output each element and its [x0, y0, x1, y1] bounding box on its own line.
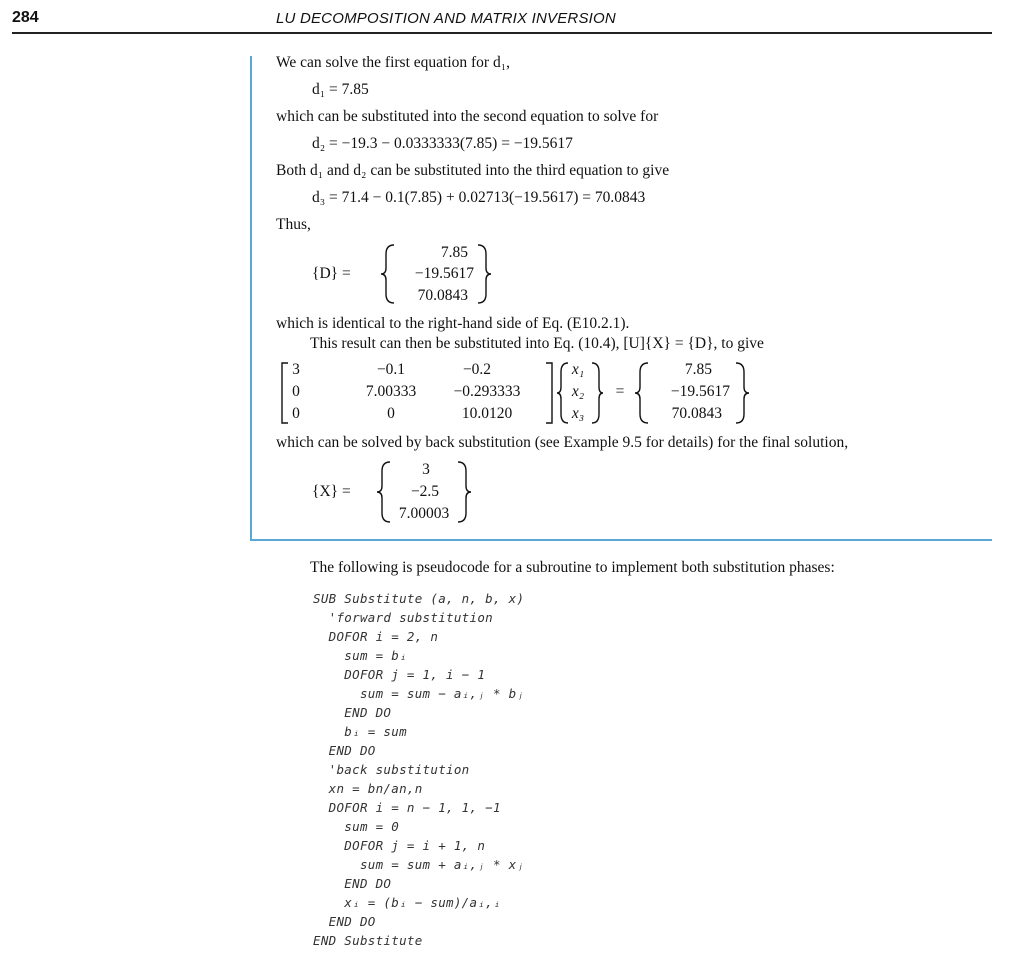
- right-brace: [590, 362, 604, 424]
- body-paragraph: The following is pseudocode for a subroutine to implement both substitution phases:: [310, 559, 835, 576]
- d-rhs-entry-2: −19.5617: [670, 383, 730, 400]
- code-line-17: xᵢ = (bᵢ − sum)/aᵢ,ᵢ: [313, 895, 501, 910]
- code-line-13: sum = 0: [313, 819, 400, 834]
- code-line-5: DOFOR j = 1, i − 1: [313, 667, 486, 682]
- u-matrix-cell-2-3: −0.293333: [453, 383, 521, 400]
- code-line-11: xn = bn/an,n: [313, 781, 423, 796]
- u-matrix-cell-2-1: 0: [292, 383, 300, 400]
- x-vector-entry-1: 3: [422, 461, 430, 478]
- text-line-2: which can be substituted into the second equation to solve for: [276, 108, 659, 125]
- u-matrix-cell-3-3: 10.0120: [461, 405, 513, 422]
- text-line-5: This result can then be substituted into Eq. (10.4), [U]{X} = {D}, to give: [310, 335, 764, 352]
- code-line-1: SUB Substitute (a, n, b, x): [313, 591, 525, 606]
- equation-d2: d₂ = −19.3 − 0.0333333(7.85) = −19.5617: [312, 135, 573, 152]
- code-line-7: END DO: [313, 705, 392, 720]
- code-line-19: END Substitute: [313, 933, 423, 948]
- u-matrix-cell-1-3: −0.2: [462, 361, 492, 378]
- u-matrix-cell-1-2: −0.1: [376, 361, 406, 378]
- text-thus: Thus,: [276, 216, 311, 233]
- code-line-12: DOFOR i = n − 1, 1, −1: [313, 800, 501, 815]
- code-line-16: END DO: [313, 876, 392, 891]
- d-vector-entry-1: 7.85: [440, 244, 468, 261]
- code-line-6: sum = sum − aᵢ,ⱼ * bⱼ: [313, 686, 525, 701]
- d-rhs-entry-3: 70.0843: [671, 405, 722, 422]
- code-line-4: sum = bᵢ: [313, 648, 407, 663]
- text-line-3: Both d₁ and d₂ can be substituted into the third equation to give: [276, 162, 670, 179]
- u-matrix-cell-2-2: 7.00333: [365, 383, 417, 400]
- u-matrix-cell-3-1: 0: [292, 405, 300, 422]
- u-matrix-cell-1-1: 3: [292, 361, 300, 378]
- code-line-15: sum = sum + aᵢ,ⱼ * xⱼ: [313, 857, 525, 872]
- text-line-4: which is identical to the right-hand side of Eq. (E10.2.1).: [276, 315, 630, 332]
- page-number: 284: [12, 9, 39, 26]
- x-symbol-2: x₂: [571, 383, 585, 400]
- right-brace: [734, 362, 750, 424]
- equals-sign: =: [615, 383, 625, 400]
- code-line-2: 'forward substitution: [313, 610, 493, 625]
- x-vector-entry-2: −2.5: [410, 483, 440, 500]
- x-vector-entry-3: 7.00003: [398, 505, 450, 522]
- code-line-14: DOFOR j = i + 1, n: [313, 838, 486, 853]
- example-bottom-rule: [250, 539, 992, 541]
- header-rule: [12, 32, 992, 34]
- d-vector-entry-3: 70.0843: [417, 287, 468, 304]
- code-line-9: END DO: [313, 743, 376, 758]
- x-vector-label: {X} =: [312, 483, 351, 500]
- d-vector-entry-2: −19.5617: [414, 265, 474, 282]
- running-title: LU DECOMPOSITION AND MATRIX INVERSION: [276, 10, 616, 27]
- x-symbol-3: x₃: [571, 405, 585, 422]
- right-brace: [476, 244, 494, 304]
- code-line-8: bᵢ = sum: [313, 724, 407, 739]
- code-line-18: END DO: [313, 914, 376, 929]
- x-symbol-1: x₁: [571, 361, 585, 378]
- equation-d3: d₃ = 71.4 − 0.1(7.85) + 0.02713(−19.5617) = 70.0843: [312, 189, 646, 206]
- equation-d1: d₁ = 7.85: [312, 81, 369, 98]
- code-line-10: 'back substitution: [313, 762, 470, 777]
- text-line-6: which can be solved by back substitution (see Example 9.5 for details) for the final solution,: [276, 434, 849, 451]
- d-rhs-entry-1: 7.85: [684, 361, 712, 378]
- d-vector-label: {D} =: [312, 265, 351, 282]
- u-matrix-cell-3-2: 0: [387, 405, 395, 422]
- code-line-3: DOFOR i = 2, n: [313, 629, 439, 644]
- text-line-1: We can solve the first equation for d₁,: [276, 54, 510, 71]
- right-bracket: [544, 362, 554, 424]
- example-left-rule: [250, 56, 252, 540]
- right-brace: [456, 461, 474, 523]
